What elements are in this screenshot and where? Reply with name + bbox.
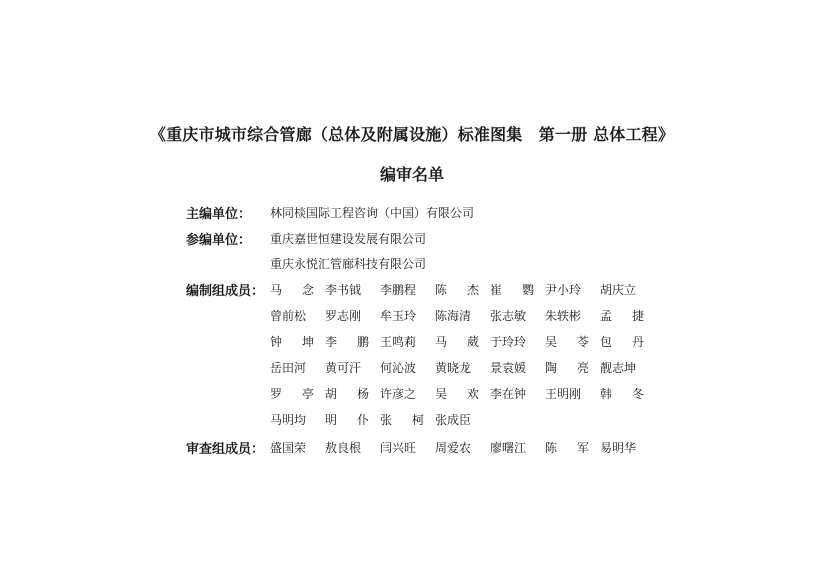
member-name: 陶 亮	[545, 361, 589, 375]
member-name: 陈 军	[545, 441, 589, 455]
member-name: 尹小玲	[545, 283, 582, 297]
member-name: 胡 杨	[325, 387, 369, 401]
member-name: 朱轶彬	[545, 309, 582, 323]
member-name: 吴 欢	[435, 387, 479, 401]
reviewers-label: 审查组成员：	[186, 442, 265, 457]
member-name: 张志敏	[490, 309, 527, 323]
member-name: 何沁波	[380, 361, 417, 375]
member-name: 韩 冬	[600, 387, 644, 401]
member-name: 孟 捷	[600, 309, 644, 323]
member-name: 陈 杰	[435, 283, 479, 297]
member-name: 张 柯	[380, 413, 424, 427]
member-name: 易明华	[600, 441, 637, 455]
member-name: 敖良根	[325, 441, 362, 455]
compilers-label: 编制组成员：	[186, 284, 265, 299]
member-name: 陈海清	[435, 309, 472, 323]
member-name: 张成臣	[435, 413, 472, 427]
member-name: 黄可汗	[325, 361, 362, 375]
participating-org: 重庆永悦汇管廊科技有限公司	[270, 257, 427, 271]
member-name: 马 念	[270, 283, 314, 297]
member-name: 岳田河	[270, 361, 307, 375]
member-name: 罗 亭	[270, 387, 314, 401]
member-name: 李在钟	[490, 387, 527, 401]
member-name: 闫兴旺	[380, 441, 417, 455]
member-name: 王鸣莉	[380, 335, 417, 349]
member-name: 包 丹	[600, 335, 644, 349]
member-name: 牟玉玲	[380, 309, 417, 323]
member-name: 曾前松	[270, 309, 307, 323]
member-name: 马明均	[270, 413, 307, 427]
member-name: 明 仆	[325, 413, 369, 427]
member-name: 周爱农	[435, 441, 472, 455]
member-name: 钟 坤	[270, 335, 314, 349]
member-name: 马 葳	[435, 335, 479, 349]
member-name: 于玲玲	[490, 335, 527, 349]
member-name: 盛国荣	[270, 441, 307, 455]
member-name: 景袁媛	[490, 361, 527, 375]
member-name: 廖曙江	[490, 441, 527, 455]
document-subtitle: 编审名单	[379, 165, 444, 184]
member-name: 崔 鹦	[490, 283, 534, 297]
chief-editor-label: 主编单位：	[186, 207, 252, 222]
chief-editor-org: 林同棪国际工程咨询（中国）有限公司	[270, 206, 475, 220]
member-name: 王明刚	[545, 387, 582, 401]
member-name: 胡庆立	[600, 283, 637, 297]
participating-org: 重庆嘉世恒建设发展有限公司	[270, 232, 427, 246]
member-name: 罗志刚	[325, 309, 362, 323]
member-name: 李书钺	[325, 283, 362, 297]
member-name: 黄晓龙	[435, 361, 472, 375]
member-name: 李 鹏	[325, 335, 369, 349]
member-name: 许彦之	[380, 387, 417, 401]
participating-label: 参编单位：	[186, 233, 252, 248]
member-name: 李鹏程	[380, 283, 417, 297]
member-name: 吴 苓	[545, 335, 589, 349]
member-name: 靓志坤	[600, 361, 637, 375]
document-title: 《重庆市城市综合管廊（总体及附属设施）标准图集 第一册 总体工程》	[149, 125, 675, 144]
